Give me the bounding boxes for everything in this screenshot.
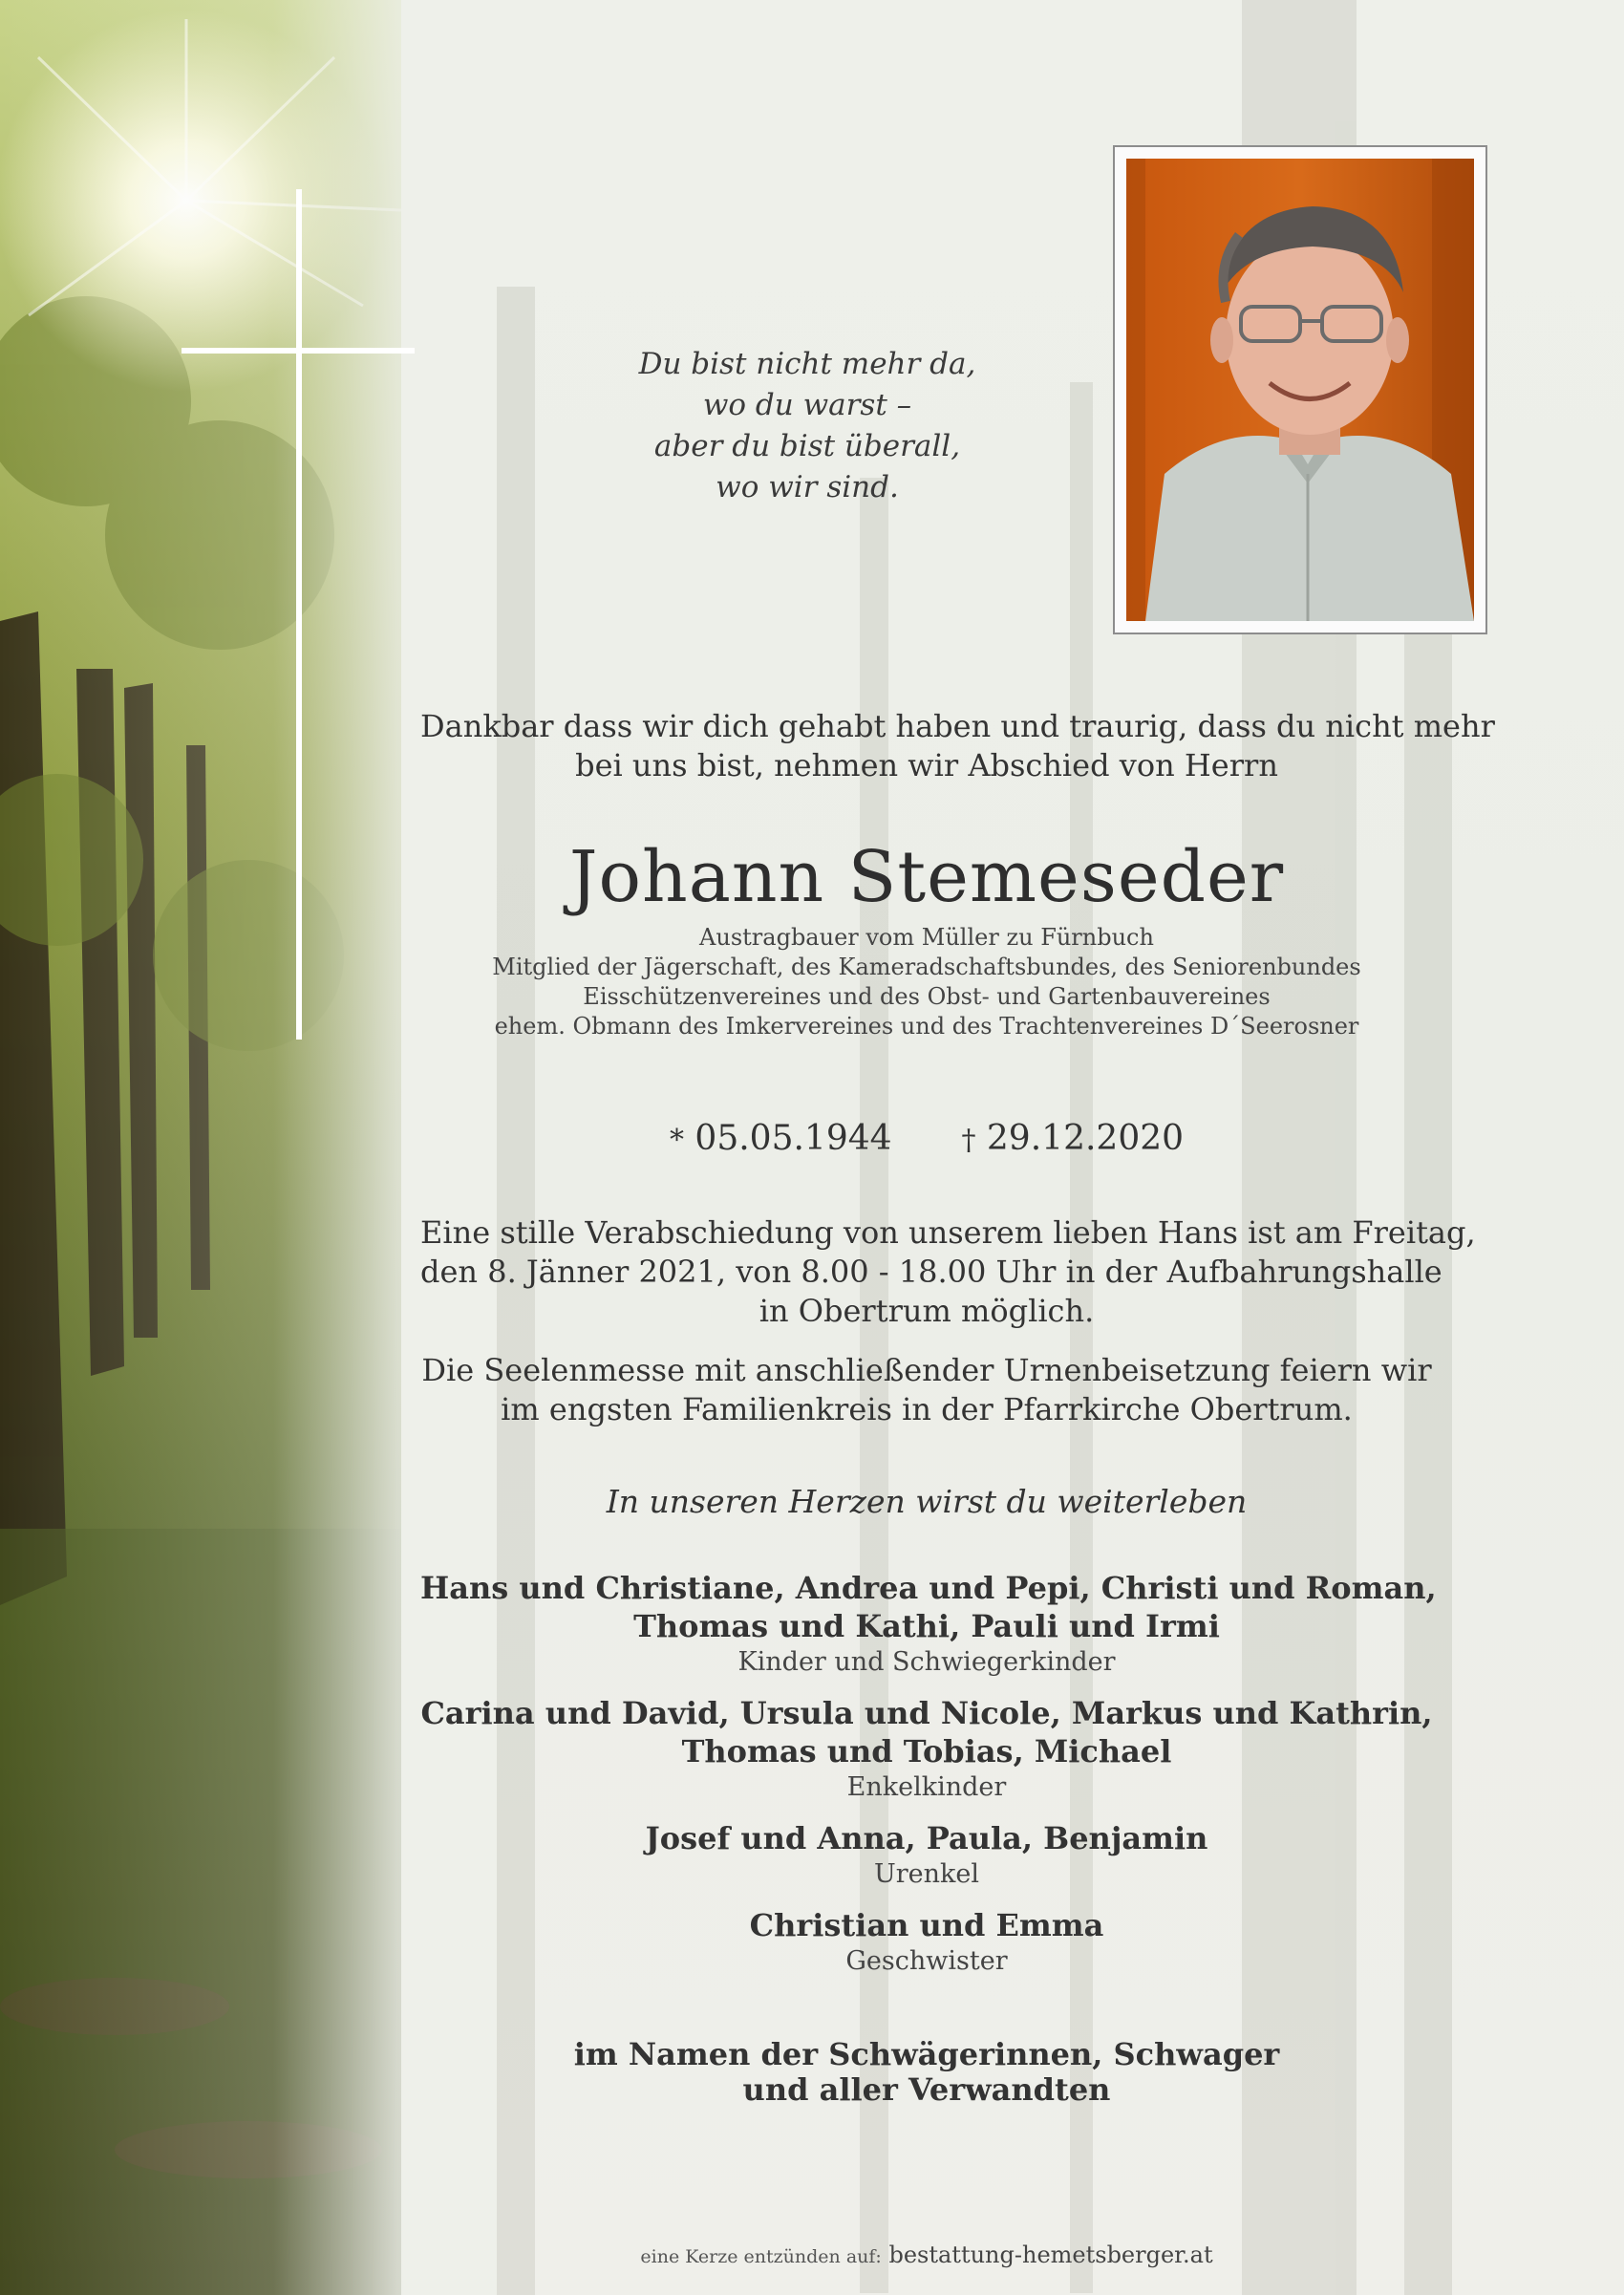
motto: In unseren Herzen wirst du weiterleben xyxy=(606,1483,1248,1520)
title-line: Austragbauer vom Müller zu Fürnbuch xyxy=(699,924,1154,951)
paragraph-line: den 8. Jänner 2021, von 8.00 - 18.00 Uhr in der Aufbahrungshalle xyxy=(420,1254,1442,1290)
family-group-children xyxy=(420,1569,1437,1679)
closing-line: im Namen der Schwägerinnen, Schwager xyxy=(573,2036,1280,2072)
paragraph-line: im engsten Familienkreis in der Pfarrkirche Obertrum. xyxy=(501,1391,1353,1427)
death-date: 29.12.2020 xyxy=(986,1119,1185,1158)
family-names: Thomas und Kathi, Pauli und Irmi xyxy=(633,1608,1220,1644)
quote-line: wo du warst – xyxy=(702,388,912,422)
life-dates xyxy=(420,1110,1433,1169)
death-cross-icon: † xyxy=(961,1124,976,1157)
title-line: ehem. Obmann des Imkervereines und des Trachtenvereines D´Seerosner xyxy=(494,1013,1359,1040)
family-role: Enkelkinder xyxy=(846,1772,1007,1802)
closing-text xyxy=(420,2037,1433,2108)
cross-icon xyxy=(296,189,302,1040)
family-group-siblings xyxy=(420,1906,1433,1978)
intro-line: bei uns bist, nehmen wir Abschied von Herrn xyxy=(575,747,1278,783)
cross-bar xyxy=(182,348,415,354)
quote-line: Du bist nicht mehr da, xyxy=(638,347,976,381)
family-role: Urenkel xyxy=(873,1859,979,1889)
family-list xyxy=(420,1569,1437,1993)
footer-label: eine Kerze entzünden auf: xyxy=(640,2246,882,2267)
deceased-titles xyxy=(420,923,1433,1041)
birth-date: 05.05.1944 xyxy=(694,1119,892,1158)
title-line: Eisschützenvereines und des Obst- und Gartenbauvereines xyxy=(583,983,1271,1010)
birth-star-icon: * xyxy=(669,1124,684,1157)
deceased-name: Johann Stemeseder xyxy=(568,836,1285,918)
farewell-paragraph xyxy=(420,1213,1476,1331)
memorial-quote xyxy=(573,344,1041,508)
family-role: Kinder und Schwiegerkinder xyxy=(737,1647,1116,1677)
portrait-photo-icon xyxy=(1126,159,1474,621)
footer xyxy=(420,2238,1433,2274)
paragraph-line: in Obertrum möglich. xyxy=(759,1293,1095,1329)
family-names: Hans und Christiane, Andrea und Pepi, Christi und Roman, xyxy=(420,1570,1437,1606)
family-group-greatgrandchildren xyxy=(420,1819,1433,1891)
paragraph-line: Die Seelenmesse mit anschließender Urnenbeisetzung feiern wir xyxy=(421,1352,1432,1388)
family-names: Thomas und Tobias, Michael xyxy=(681,1733,1172,1770)
footer-link[interactable]: bestattung-hemetsberger.at xyxy=(888,2241,1213,2268)
mass-paragraph xyxy=(420,1351,1433,1429)
paragraph-line: Eine stille Verabschiedung von unserem lieben Hans ist am Freitag, xyxy=(420,1214,1476,1251)
intro-line: Dankbar dass wir dich gehabt haben und traurig, dass du nicht mehr xyxy=(420,708,1495,744)
portrait-frame xyxy=(1113,145,1487,634)
quote-line: wo wir sind. xyxy=(716,470,899,504)
family-names: Christian und Emma xyxy=(749,1907,1104,1943)
quote-line: aber du bist überall, xyxy=(653,429,961,463)
family-group-grandchildren xyxy=(420,1694,1433,1804)
title-line: Mitglied der Jägerschaft, des Kameradschaftsbundes, des Seniorenbundes xyxy=(492,954,1361,980)
family-names: Carina und David, Ursula und Nicole, Markus und Kathrin, xyxy=(420,1695,1433,1731)
family-names: Josef und Anna, Paula, Benjamin xyxy=(645,1820,1208,1856)
closing-line: und aller Verwandten xyxy=(742,2071,1111,2108)
family-role: Geschwister xyxy=(845,1946,1008,1976)
intro-text xyxy=(420,707,1495,785)
